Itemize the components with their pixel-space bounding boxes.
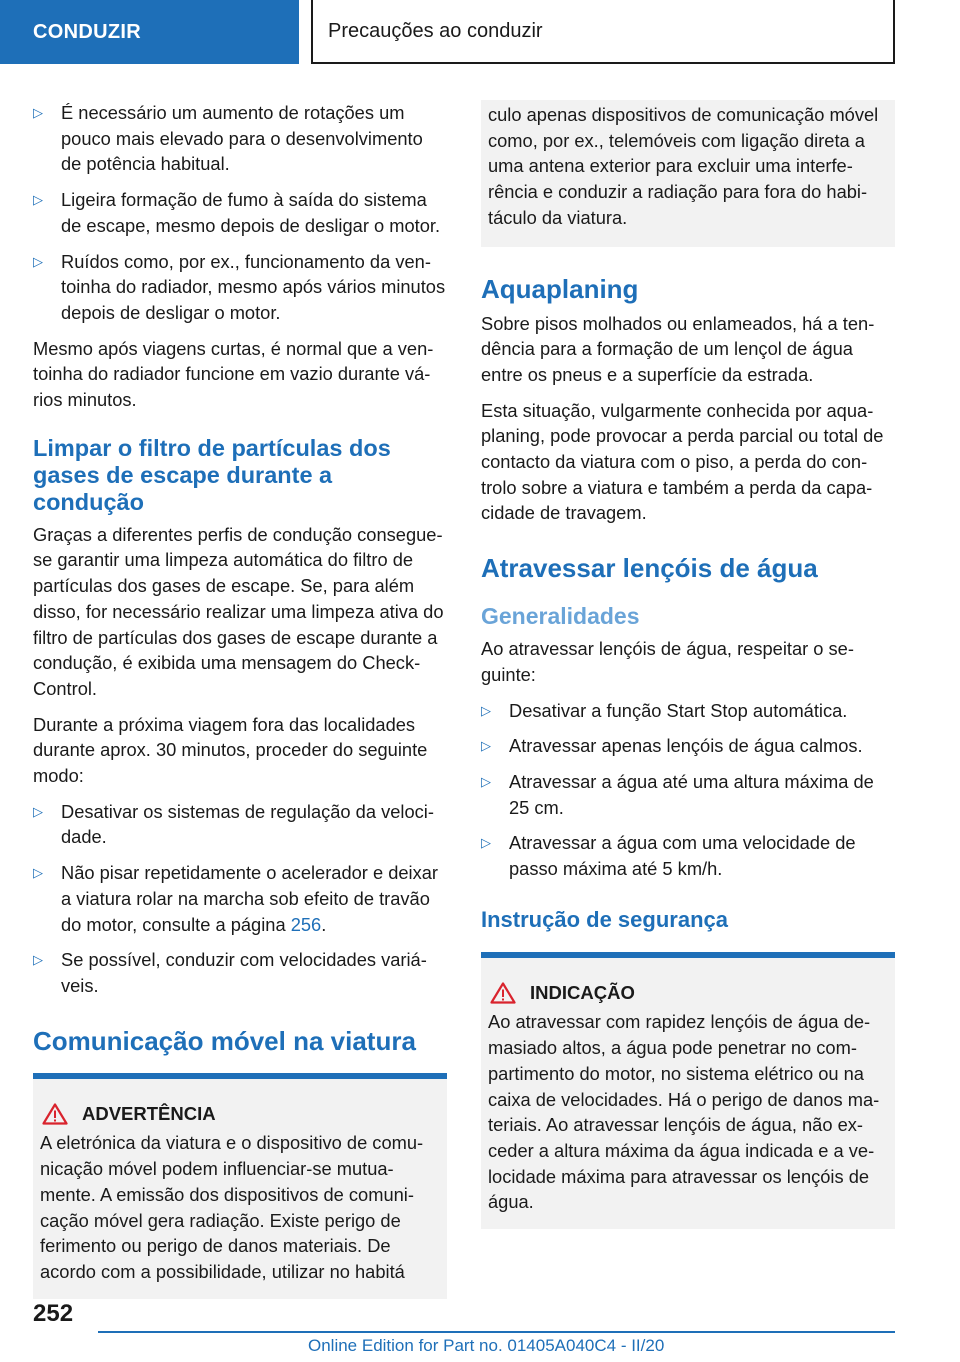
list-item-text: Desativar a função Start Stop automática. bbox=[509, 699, 848, 721]
warning-box-continued bbox=[481, 100, 895, 247]
list-item-text: Ruídos como, por ex., funcionamento da ventoinha do radiador, mesmo após vários minutos depois de desligar o motor. bbox=[61, 250, 446, 323]
chapter-title: Precauções ao conduzir bbox=[328, 19, 543, 42]
bullet-arrow-icon: ▷ bbox=[481, 835, 491, 851]
list-item-text: Atravessar apenas lençóis de água calmos. bbox=[509, 735, 863, 757]
list-item bbox=[481, 769, 895, 820]
list-item-text: É necessário um aumento de rotações um pouco mais elevado para o desenvolvimento de potência habitual. bbox=[61, 102, 423, 175]
paragraph: Esta situação, vulgarmente conhecida por aquaplaning, pode provocar a perda parcial ou total de contacto da viatura com o piso, a perda do controlo sobre a viatura e também a perda da capacidade de travagem. bbox=[481, 399, 884, 524]
list-item-text: Se possível, conduzir com velocidades variáveis. bbox=[61, 949, 427, 996]
list-item bbox=[33, 947, 447, 998]
list-item bbox=[481, 733, 895, 759]
list-item bbox=[33, 187, 447, 238]
chapter-header bbox=[311, 0, 895, 64]
warning-text: A eletrónica da viatura e o dispositivo de comunicação móvel podem influenciar-se mutuamente. A emissão dos dispositivos de comunicação móvel gera radiação. Existe perigo de ferimento ou perigo de danos materiais. De acordo com a possibilidade, utilizar no habitá bbox=[40, 1132, 424, 1282]
heading-safety: Instrução de segurança bbox=[481, 906, 728, 932]
paragraph: Durante a próxima viagem fora das localidades durante aprox. 30 minutos, proceder do seguinte modo: bbox=[33, 713, 428, 787]
notice-box bbox=[481, 952, 895, 1229]
warning-box bbox=[33, 1073, 447, 1299]
list-item bbox=[33, 799, 447, 850]
left-column bbox=[33, 100, 447, 1299]
warning-title bbox=[40, 1101, 440, 1127]
list-item-end: . bbox=[321, 913, 327, 935]
paragraph: Mesmo após viagens curtas, é normal que a ventoinha do radiador funcione em vazio durante vários minutos. bbox=[33, 337, 434, 411]
paragraph: Graças a diferentes perfis de condução consegue-se garantir uma limpeza automática do filtro de partículas dos gases de escape. Se, para além disso, for necessário realizar uma limpeza ativa do filtro de partículas dos gases de escape durante a condução, é exibida uma mensagem do Check-Control. bbox=[33, 523, 444, 699]
bullet-arrow-icon: ▷ bbox=[33, 803, 43, 819]
bullet-arrow-icon: ▷ bbox=[481, 773, 491, 789]
list-item bbox=[33, 860, 447, 937]
list-item-text: Atravessar a água com uma velocidade de passo máxima até 5 km/h. bbox=[509, 832, 856, 880]
list-item bbox=[481, 698, 895, 724]
heading-aquaplaning: Aquaplaning bbox=[481, 273, 639, 304]
list-item bbox=[33, 100, 447, 177]
bullet-arrow-icon: ▷ bbox=[33, 865, 43, 881]
paragraph: Ao atravessar lençóis de água, respeitar o seguinte: bbox=[481, 638, 854, 685]
bullet-arrow-icon: ▷ bbox=[481, 702, 491, 718]
list-item-text: Atravessar a água até uma altura máxima de 25 cm. bbox=[509, 770, 874, 818]
bullet-arrow-icon: ▷ bbox=[481, 738, 491, 754]
edition-note: Online Edition for Part no. 01405A040C4 - II/20 bbox=[308, 1336, 665, 1355]
paragraph: Sobre pisos molhados ou enlameados, há a tendência para a formação de um lençol de água entre os pneus e a superfície da estrada. bbox=[481, 312, 875, 385]
list-item bbox=[481, 830, 895, 881]
heading-water-crossing: Atravessar lençóis de água bbox=[481, 553, 818, 584]
heading-mobile-communication: Comunicação móvel na viatura bbox=[33, 1025, 416, 1056]
section-tab[interactable] bbox=[0, 0, 299, 64]
bullet-arrow-icon: ▷ bbox=[33, 192, 43, 208]
page-link[interactable]: 256 bbox=[290, 913, 322, 935]
bullet-arrow-icon: ▷ bbox=[33, 105, 43, 120]
list-item bbox=[33, 249, 447, 326]
warning-triangle-icon bbox=[42, 1103, 68, 1125]
bullet-arrow-icon: ▷ bbox=[33, 253, 43, 269]
notice-title-text: INDICAÇÃO bbox=[530, 981, 635, 1003]
warning-triangle-icon bbox=[490, 982, 516, 1004]
heading-filter-cleaning: Limpar o filtro de partículas dos gases de escape durante a condução bbox=[33, 434, 391, 515]
warning-title-text: ADVERTÊNCIA bbox=[82, 1102, 216, 1124]
bullet-arrow-icon: ▷ bbox=[33, 952, 43, 968]
section-title: CONDUZIR bbox=[33, 20, 141, 43]
list-item-text: Não pisar repetidamente o acelerador e deixar a viatura rolar na marcha sob efeito de travão do motor, consulte a página bbox=[61, 862, 439, 935]
warning-text-continued: culo apenas dispositivos de comunicação móvel como, por ex., telemóveis com ligação direta a uma antena exterior para excluir uma interferência e conduzir a radiação para fora do habitáculo da viatura. bbox=[488, 104, 879, 228]
right-column bbox=[481, 100, 895, 1229]
notice-title bbox=[488, 980, 888, 1006]
page-number: 252 bbox=[33, 1300, 74, 1327]
footer-divider bbox=[98, 1331, 895, 1333]
list-item-text: Ligeira formação de fumo à saída do sistema de escape, mesmo depois de desligar o motor. bbox=[61, 189, 441, 236]
notice-text: Ao atravessar com rapidez lençóis de água demasiado altos, a água pode penetrar no compartimento do motor, no sistema elétrico ou na caixa de velocidades. Há o perigo de danos materiais. Ao atravessar lençóis de água, não exceder a altura máxima da água indicada e a velocidade máxima para atravessar os lençóis de água. bbox=[488, 1011, 880, 1213]
list-item-text: Desativar os sistemas de regulação da velocidade. bbox=[61, 800, 434, 848]
heading-general: Generalidades bbox=[481, 603, 640, 630]
